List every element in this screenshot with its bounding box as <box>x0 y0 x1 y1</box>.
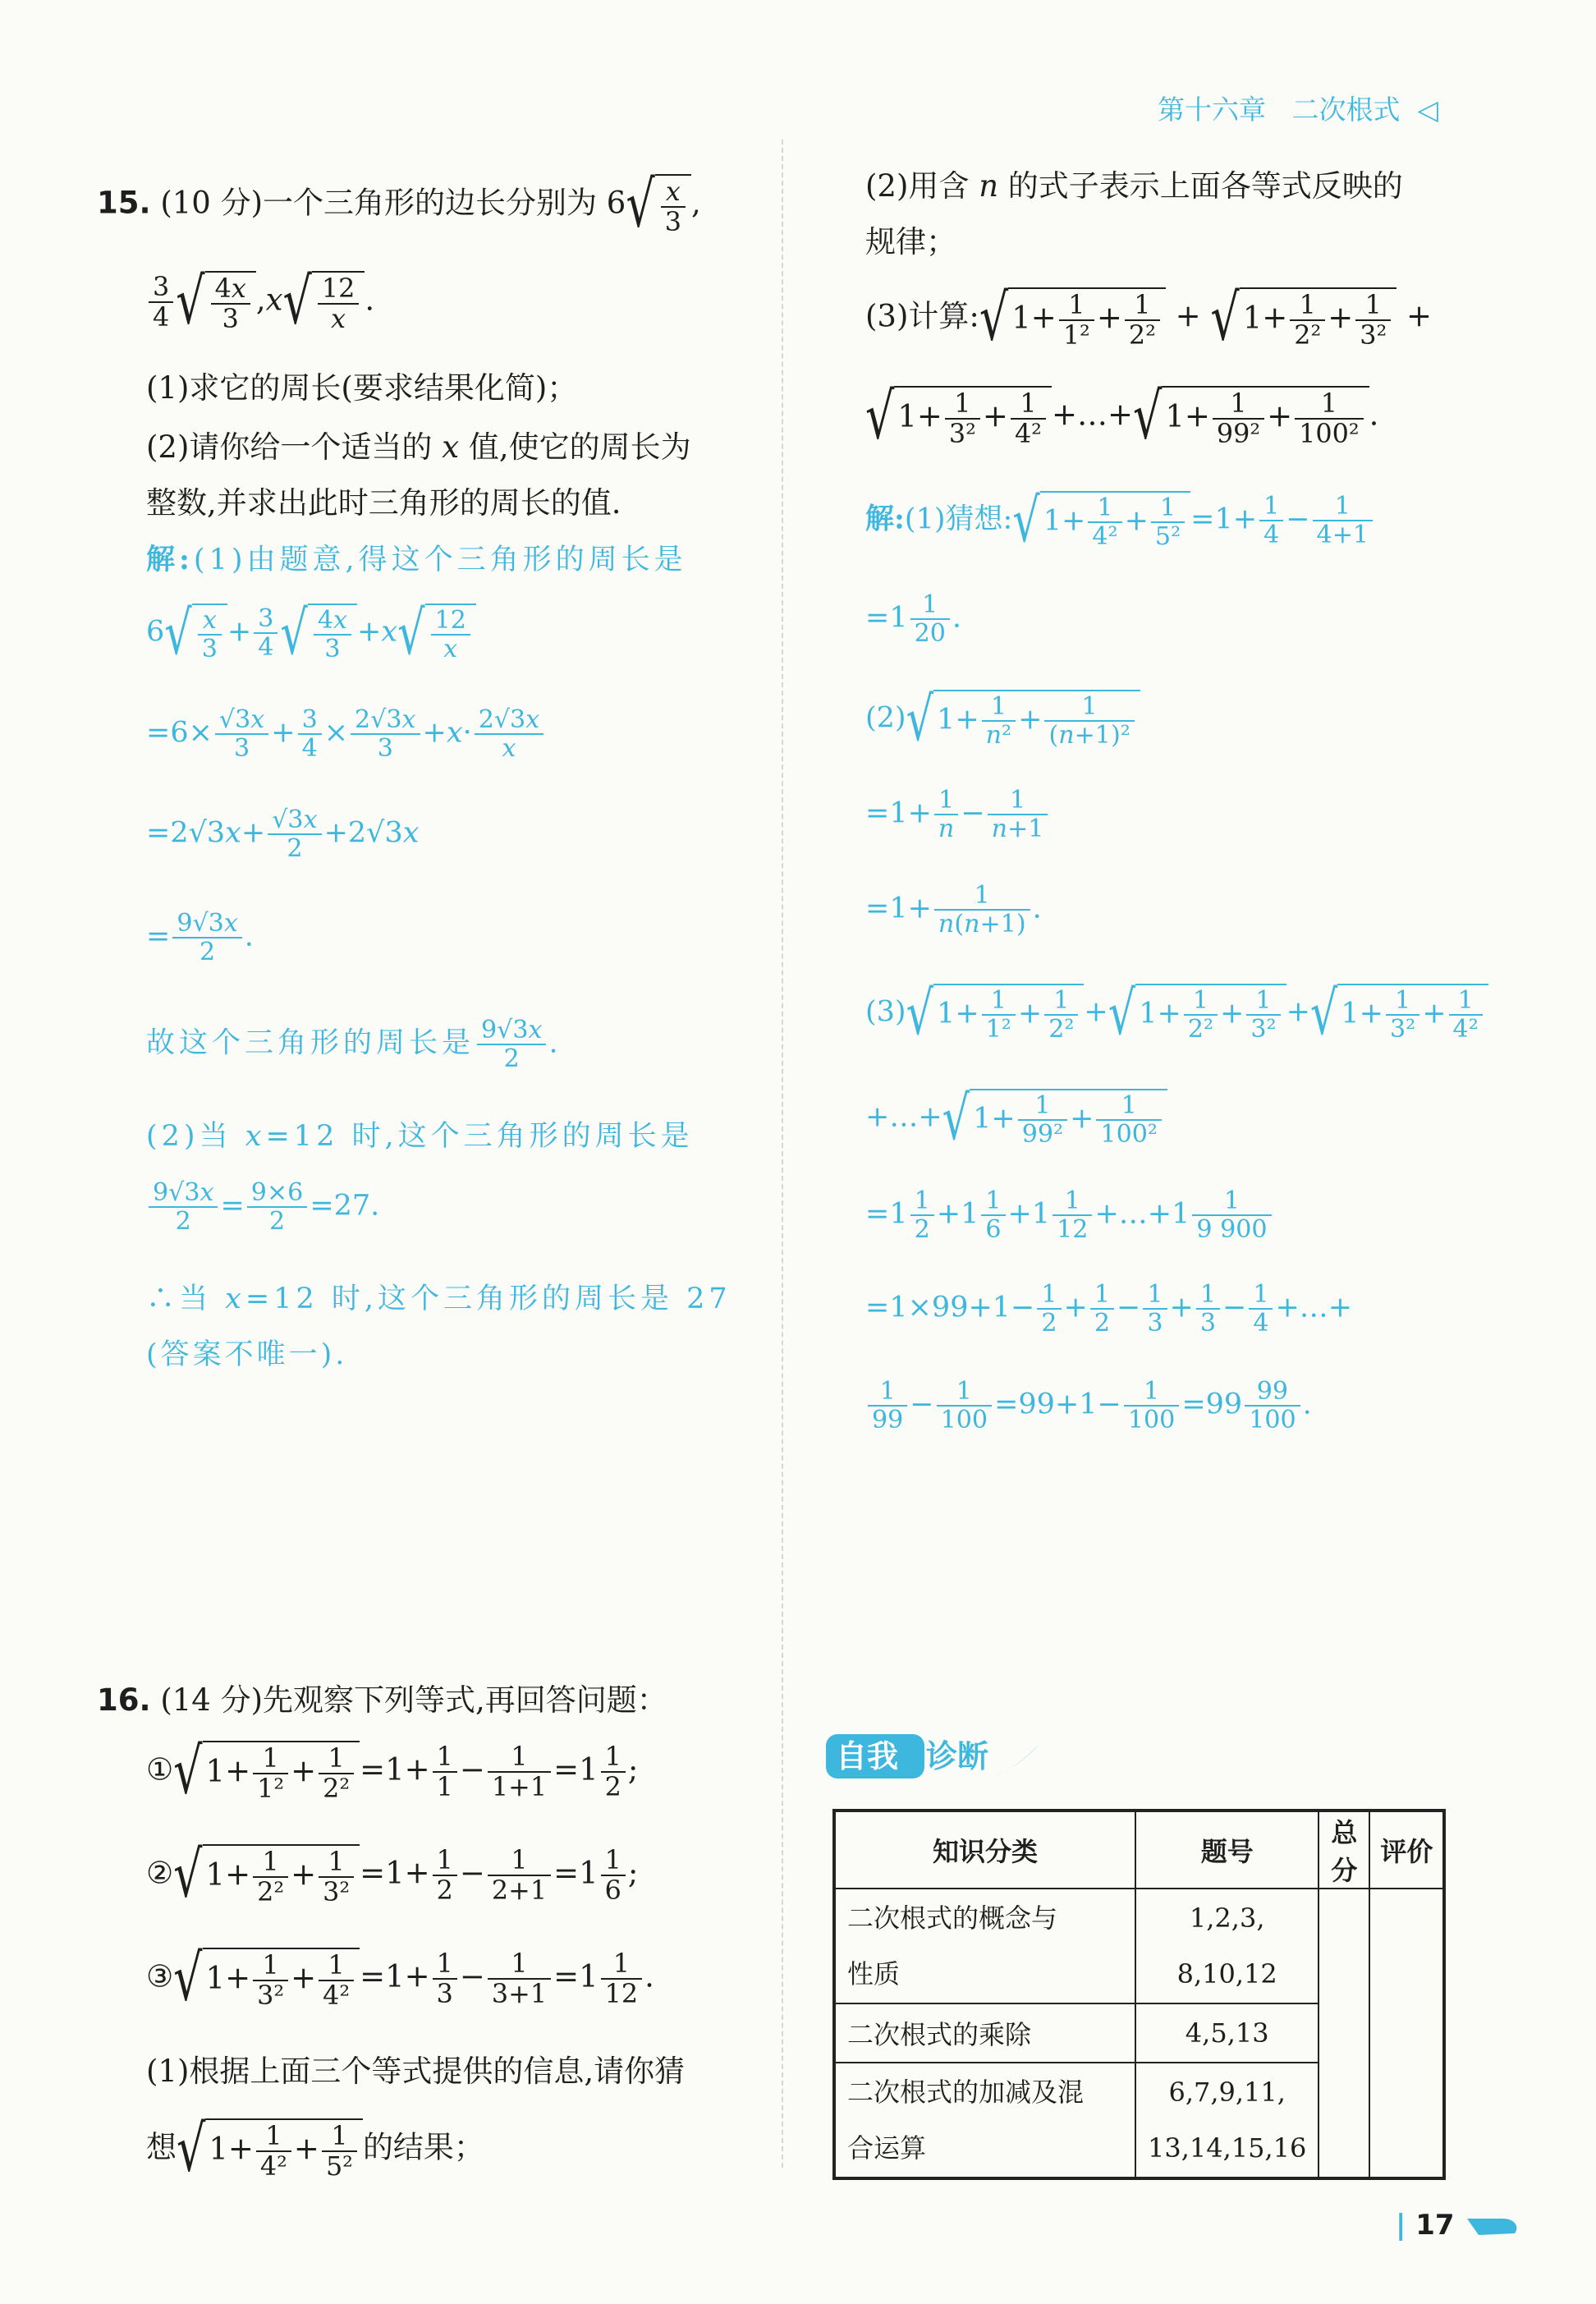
q15-sides: $\frac{3}{4}$ √ $\frac{4x}{3}$ ,x√ $\frac{12}{x}$ . <box>146 271 374 333</box>
row-category: 二次根式的概念与 性质 <box>834 1889 1135 2003</box>
q16-eq2: ②√ 1+ $\frac{1}{\text{2²}}$ + $\frac{1}{\text{3²}}$ =1+ $\frac{1}{2}$ − $\frac{1}{2+1}$ =1 $\frac{1}{6}$ ; <box>146 1838 639 1913</box>
badge-title-part1: 自我 <box>836 1738 899 1774</box>
q16-sol-part3-line4: =1×99+1− $\frac{1}{2}$ + $\frac{1}{2}$ − $\frac{1}{3}$ + $\frac{1}{3}$ − $\frac{1}{4}$ +…+ <box>865 1280 1353 1338</box>
col-category: 知识分类 <box>834 1811 1135 1889</box>
q15-part2-cont: 整数,并求出此时三角形的周长的值. <box>146 485 621 521</box>
q15-stem: 15. (10 分)一个三角形的边长分别为 6√ $\frac{x}{3}$ , <box>97 168 701 243</box>
q16-stem: 16. (14 分)先观察下列等式,再回答问题： <box>97 1682 667 1718</box>
col-question-numbers: 题号 <box>1135 1811 1319 1889</box>
q15-note: (答案不唯一). <box>146 1338 348 1371</box>
row-question-numbers: 6,7,9,11, 13,14,15,16 <box>1135 2063 1319 2178</box>
q16-part1: (1)根据上面三个等式提供的信息,请你猜 <box>146 2054 686 2089</box>
q15-part1: (1)求它的周长(要求结果化简)； <box>146 370 578 406</box>
q15-sol-expr1: 6√ $\frac{x}{3}$ + $\frac{3}{4}$ √ $\frac{4x}{3}$ +x√ $\frac{12}{x}$ <box>146 604 476 663</box>
row-question-numbers: 4,5,13 <box>1135 2003 1319 2063</box>
table-header-row <box>834 1811 1444 1889</box>
col-total-score: 总分 <box>1319 1811 1369 1889</box>
q16-sol-part2: (2)√ 1+ $\frac{1}{\text{n²}}$ + $\frac{1}{\text{(n+1)²}}$ <box>865 690 1140 749</box>
q15-conclusion: 故这个三角形的周长是 $\frac{9√3x}{2}$ . <box>146 1016 562 1074</box>
q16-sol-part2-line2: =1+ $\frac{1}{n}$ − $\frac{1}{n+1}$ <box>865 787 1050 842</box>
q15-part2: (2)请你给一个适当的 x 值,使它的周长为 <box>146 429 691 465</box>
evaluation-cell[interactable] <box>1369 1889 1444 2178</box>
q16-sol-part3-line3: =1 $\frac{1}{2}$ +1 $\frac{1}{6}$ +1 $\frac{1}{12}$ +…+1 $\frac{1}{9 900}$ <box>865 1187 1274 1243</box>
q16-sol-part2-line3: =1+ $\frac{1}{n(n+1)}$ . <box>865 881 1042 939</box>
q15-sol-expr4: = $\frac{9√3x}{2}$ . <box>146 909 254 967</box>
q16-part3: (3)计算:√ 1+ $\frac{1}{\text{1²}}$ + $\frac{1}{\text{2²}}$ + √ 1+ $\frac{1}{\text{2²}}$ + $\frac{1}{\text{3²}}$ + <box>865 281 1433 356</box>
page-tab-icon <box>1464 2217 1521 2237</box>
q16-eq3: ③√ 1+ $\frac{1}{\text{3²}}$ + $\frac{1}{\text{4²}}$ =1+ $\frac{1}{3}$ − $\frac{1}{3+1}$ =1 $\frac{1}{12}$ . <box>146 1941 654 2017</box>
row-question-numbers: 1,2,3, 8,10,12 <box>1135 1889 1319 2003</box>
q15-solution-intro: 解:(1)由题意,得这个三角形的周长是 <box>146 543 687 576</box>
chapter-header <box>1158 89 1438 127</box>
q16-part1-cont: 想√ 1+ $\frac{1}{\text{4²}}$ + $\frac{1}{\text{5²}}$ 的结果； <box>146 2112 484 2187</box>
page-number-bar: | <box>1396 2209 1406 2242</box>
q16-eq1: ①√ 1+ $\frac{1}{\text{1²}}$ + $\frac{1}{\text{2²}}$ =1+ $\frac{1}{1}$ − $\frac{1}{1+1}$ =1 $\frac{1}{2}$ ; <box>146 1734 639 1810</box>
q16-part2: (2)用含 n 的式子表示上面各等式反映的 <box>865 168 1403 204</box>
q16-sol-guess-result: =1 $\frac{1}{20}$ . <box>865 590 962 649</box>
chapter-arrow-icon: ◁ <box>1417 94 1438 126</box>
q16-sol-part3-line5: $\frac{1}{99}$ − $\frac{1}{100}$ =99+1− $\frac{1}{100}$ =99 $\frac{99}{100}$ . <box>865 1378 1312 1434</box>
self-check-table <box>832 1809 1446 2180</box>
section-title: 二次根式 <box>1291 94 1401 126</box>
total-score-cell[interactable] <box>1319 1889 1369 2178</box>
badge-title-part2: 诊断 <box>926 1738 989 1774</box>
column-divider <box>782 140 784 2168</box>
table-row <box>834 1889 1444 2003</box>
chapter-title: 第十六章 <box>1158 94 1266 126</box>
self-check-badge <box>824 1729 1044 1783</box>
q15-sol-expr2: =6× $\frac{√3x}{3}$ + $\frac{3}{4}$ × $\frac{2√3x}{3}$ +x· $\frac{2√3x}{x}$ <box>146 706 546 762</box>
q15-sol-expr3: =2√3x+ $\frac{√3x}{2}$ +2√3x <box>146 805 420 864</box>
row-category: 二次根式的乘除 <box>834 2003 1135 2063</box>
col-evaluation: 评价 <box>1369 1811 1444 1889</box>
q16-sol-part3: (3)√ 1+ $\frac{1}{\text{1²}}$ + $\frac{1}{\text{2²}}$ +√ 1+ $\frac{1}{\text{2²}}$ + $\frac{1}{\text{3²}}$ +√ 1+ $\frac{1}{\text{3²}}$ + $\frac{1}{\text{4²}}$ <box>865 984 1488 1043</box>
q15-sol-part2-calc: $\frac{9√3x}{2}$ = $\frac{9\times 6}{2}$ =27. <box>146 1179 379 1235</box>
q16-part3-cont: √ 1+ $\frac{1}{\text{3²}}$ + $\frac{1}{\text{4²}}$ +…+√ 1+ $\frac{1}{\text{99²}}$ + $\frac{1}{\text{100²}}$ . <box>865 379 1379 455</box>
q15-sol-part2: (2)当 x=12 时,这个三角形的周长是 <box>146 1120 694 1153</box>
q16-sol-part3-line2: +…+√ 1+ $\frac{1}{\text{99²}}$ + $\frac{1}{\text{100²}}$ <box>865 1089 1167 1148</box>
q15-therefore: ∴当 x=12 时,这个三角形的周长是 27 <box>146 1283 732 1315</box>
leaf-icon <box>993 1744 1039 1777</box>
page-number: | 17 <box>1396 2209 1521 2242</box>
q16-sol-guess: 解:(1)猜想:√ 1+ $\frac{1}{\text{4²}}$ + $\frac{1}{\text{5²}}$ =1+ $\frac{1}{4}$ − $\frac{1}{4+1}$ <box>865 491 1375 550</box>
row-category: 二次根式的加减及混 合运算 <box>834 2063 1135 2178</box>
q16-part2-cont: 规律； <box>865 224 956 259</box>
